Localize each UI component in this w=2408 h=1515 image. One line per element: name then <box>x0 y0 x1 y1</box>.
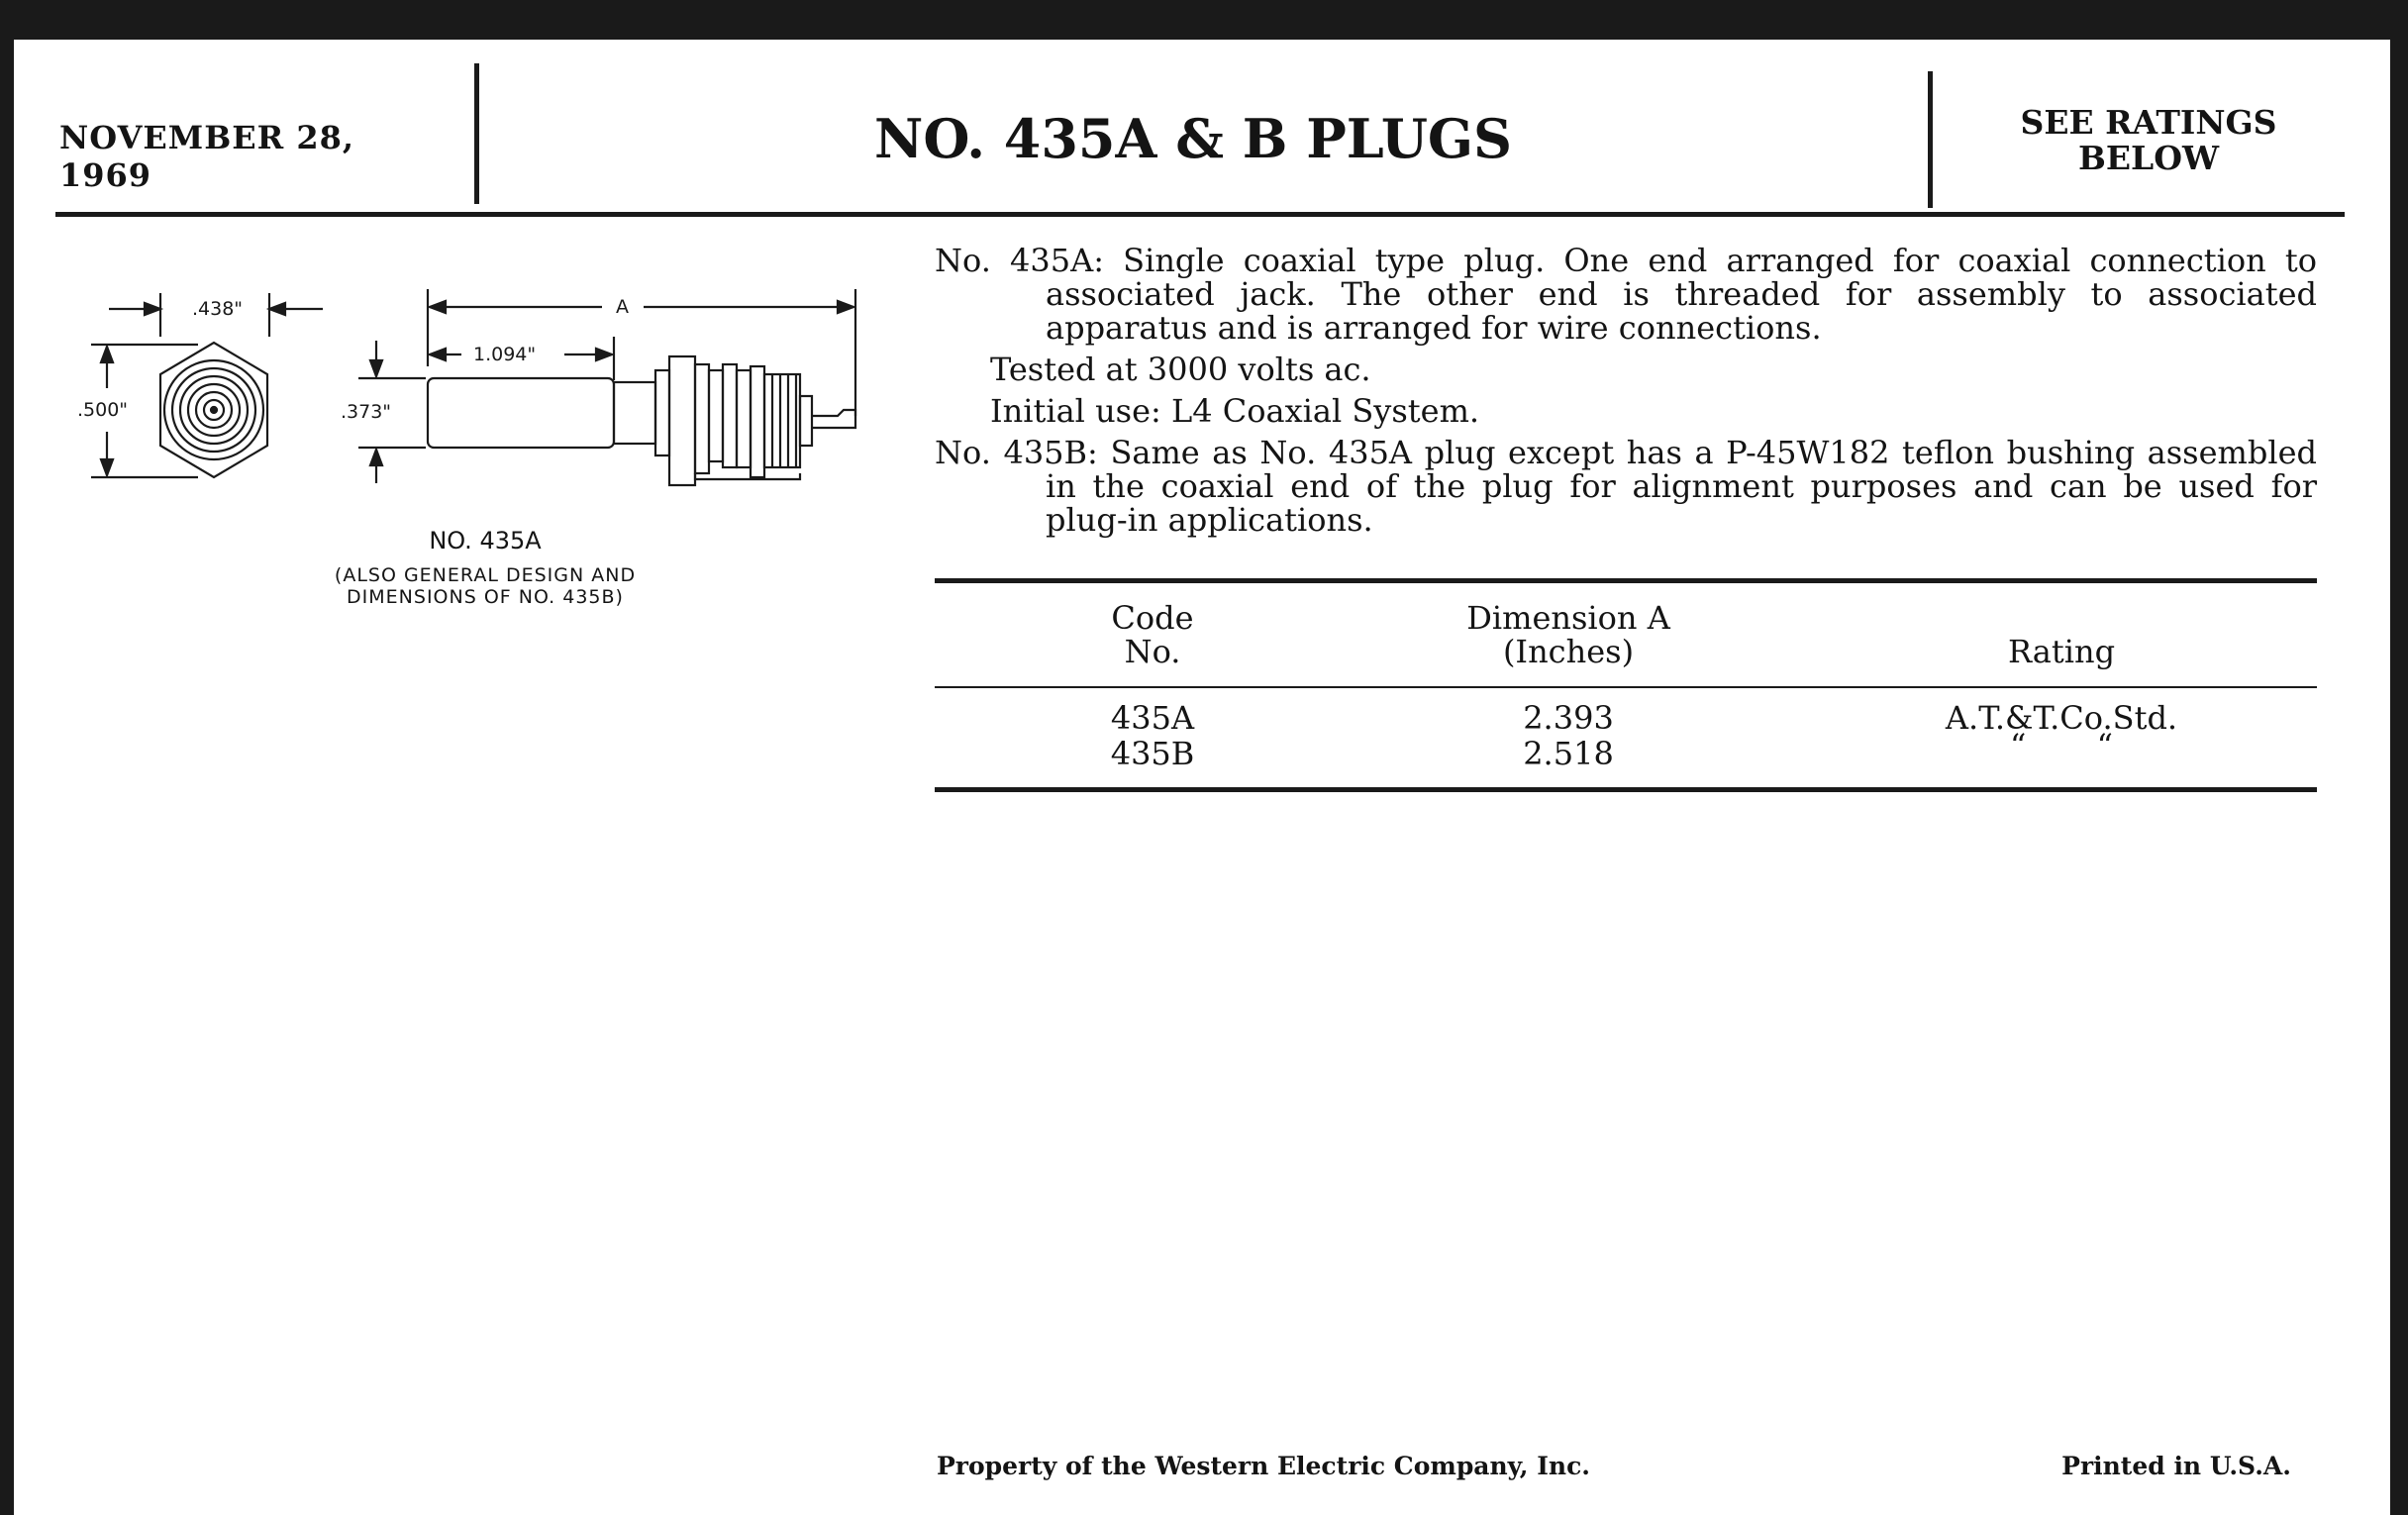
th-dimension-line1: Dimension A <box>1466 599 1670 637</box>
ratings-note-line2: BELOW <box>2077 139 2220 177</box>
th-dimension-line2: (Inches) <box>1502 633 1635 670</box>
desc-435a <box>935 244 2317 345</box>
footer-printed: Printed in U.S.A. <box>2061 1452 2291 1480</box>
table-body <box>935 688 2317 787</box>
dim-hex-width: .438" <box>192 298 244 320</box>
table-header <box>935 583 2317 686</box>
figure-caption-line2: DIMENSIONS OF NO. 435B) <box>347 586 624 608</box>
footer-property: Property of the Western Electric Company, Inc. <box>937 1452 1591 1480</box>
th-dimension <box>1370 601 1766 668</box>
th-code-line1: Code <box>1111 599 1194 637</box>
desc-435a-text: Single coaxial type plug. One end arranged for coaxial connection to associated jack. The other end is threaded for assembly to associated apparatus and is arranged for wire connections. <box>1046 242 2318 347</box>
plug-drawing <box>0 0 911 515</box>
ratings-table <box>935 578 2317 792</box>
desc-435b-label: No. 435B: <box>935 434 1098 471</box>
dim-overall-a: A <box>616 296 629 318</box>
header-date: NOVEMBER 28, 1969 <box>59 119 355 194</box>
dim-hex-height: .500" <box>77 399 129 421</box>
desc-initial-use: Initial use: L4 Coaxial System. <box>990 392 1480 430</box>
figure-caption <box>257 527 713 608</box>
dim-body-length: 1.094" <box>473 344 537 365</box>
header-ratings-note <box>1941 105 2357 176</box>
th-code-line2: No. <box>1124 633 1181 670</box>
figure-caption-title: NO. 435A <box>429 527 542 555</box>
cell-code-435a: 435A <box>1110 699 1195 737</box>
cell-code-435b: 435B <box>1110 735 1195 772</box>
description <box>935 244 2317 537</box>
th-rating: Rating <box>2007 633 2116 670</box>
header-divider-right <box>1928 71 1933 208</box>
desc-test-voltage: Tested at 3000 volts ac. <box>990 351 1371 388</box>
page-title: NO. 435A & B PLUGS <box>873 107 1513 170</box>
cell-rating-435b: “ “ <box>2010 727 2113 764</box>
cell-dim-435b: 2.518 <box>1523 735 1614 772</box>
desc-435a-label: No. 435A: <box>935 242 1104 279</box>
th-code <box>935 601 1370 668</box>
dim-body-dia: .373" <box>341 401 392 423</box>
cell-rating-435a: A.T.&T.Co.Std. <box>1945 699 2178 737</box>
ratings-note-line1: SEE RATINGS <box>2020 103 2277 142</box>
cell-dim-435a: 2.393 <box>1523 699 1614 737</box>
table-bottom-rule <box>935 787 2317 792</box>
desc-435b-text: Same as No. 435A plug except has a P-45W182 teflon bushing assembled in the coaxial end of the plug for alignment purposes and can be used for plug-in applications. <box>1046 434 2318 539</box>
desc-435b <box>935 436 2317 537</box>
figure-caption-line1: (ALSO GENERAL DESIGN AND <box>334 564 637 586</box>
